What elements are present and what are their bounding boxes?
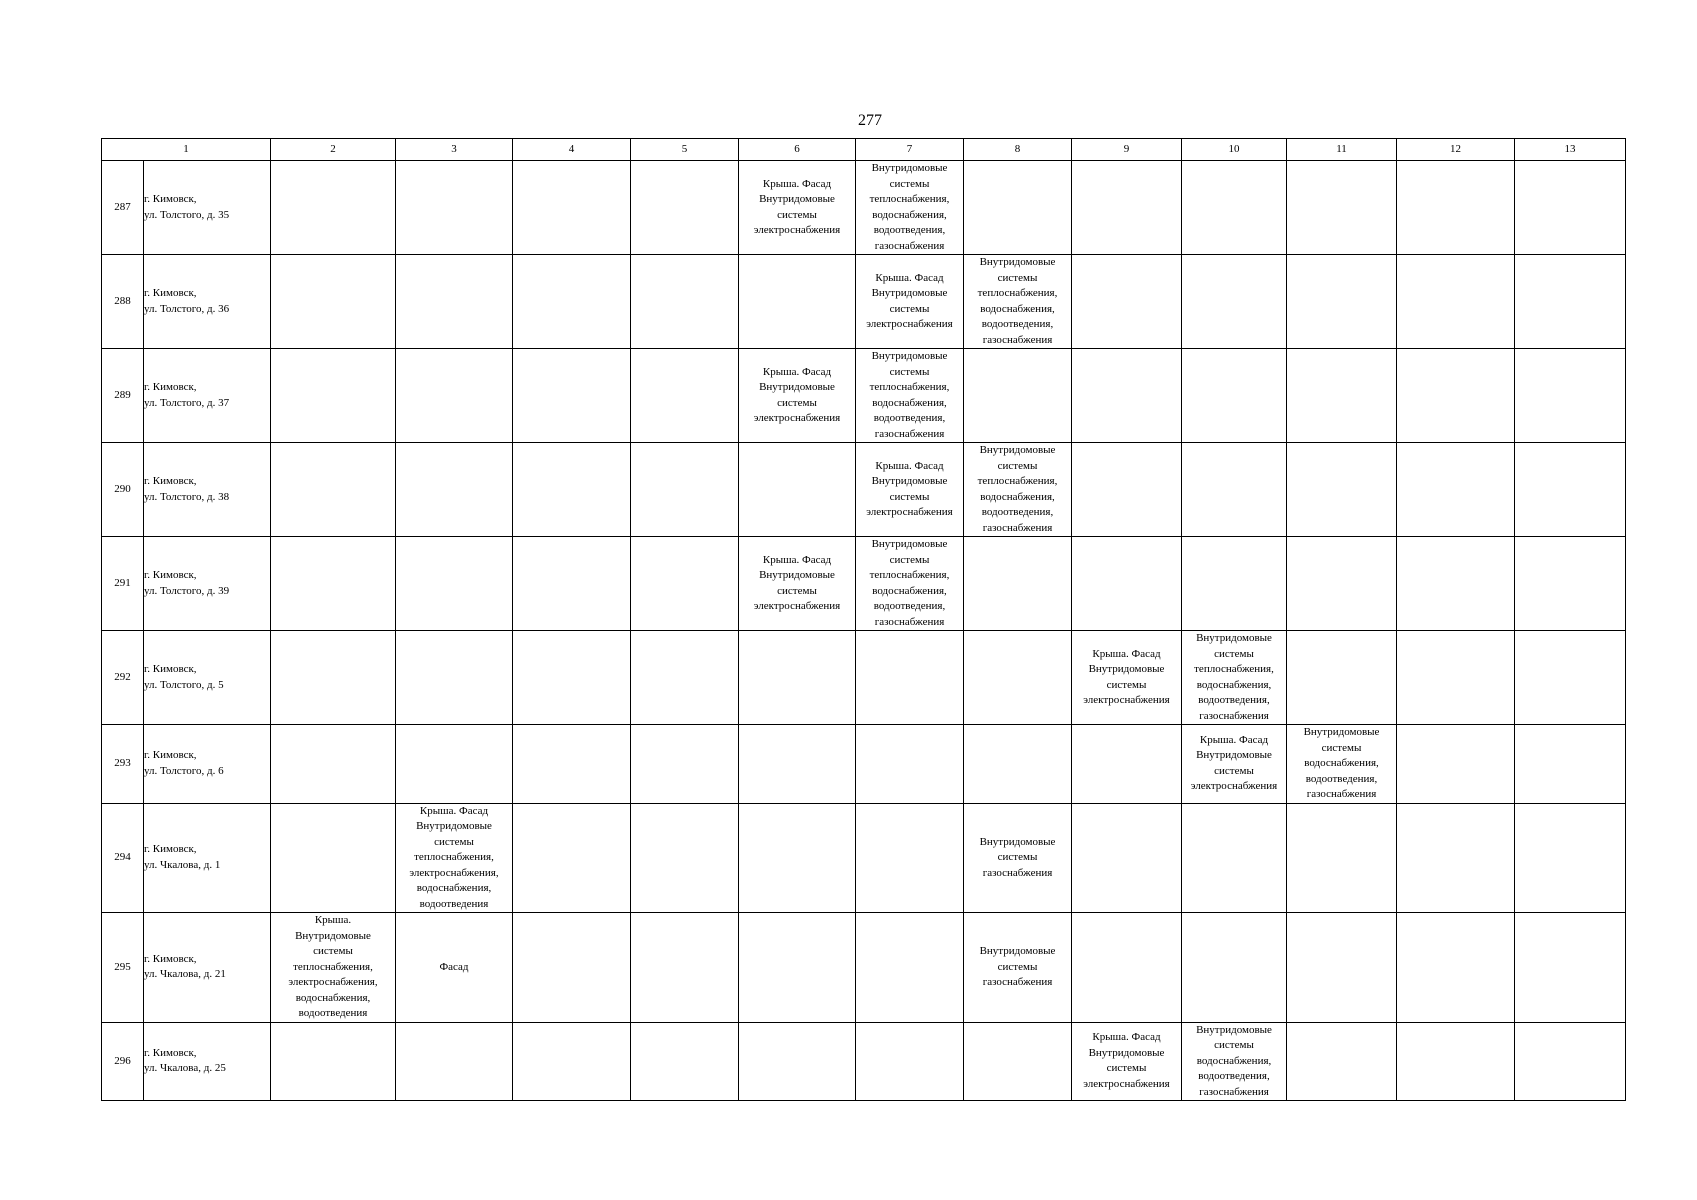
cell-col-6 (739, 631, 856, 725)
cell-text-line: Крыша. Фасад (1092, 647, 1161, 660)
table-row (102, 803, 1626, 913)
cell-text-line: Внутридомовые (1088, 1046, 1165, 1059)
cell-text-line: газоснабжения (1306, 788, 1377, 800)
cell-col-8 (964, 161, 1072, 255)
address-line: г. Кимовск, (144, 952, 197, 965)
cell-col-5 (631, 913, 739, 1023)
cell-col-13 (1515, 631, 1626, 725)
cell-col-4 (513, 537, 631, 631)
cell-text-line: Внутридомовые (759, 569, 835, 581)
cell-text-line: электроснабжения, (409, 866, 499, 879)
address-line: г. Кимовск, (144, 1046, 197, 1059)
cell-col-13 (1515, 803, 1626, 913)
cell-col-11 (1287, 537, 1397, 631)
cell-text-line: системы (889, 365, 930, 378)
address-line: г. Кимовск, (144, 843, 197, 856)
cell-text-line: Крыша. Фасад (1199, 733, 1269, 746)
row-number: 295 (102, 913, 144, 1023)
column-header-10: 10 (1182, 139, 1287, 161)
address-line: ул. Чкалова, д. 21 (144, 968, 226, 981)
cell-text-line: Внутридомовые (416, 820, 492, 832)
cell-text-line: Внутридомовые (871, 475, 948, 487)
address-cell (144, 803, 271, 913)
row-number: 291 (102, 537, 144, 631)
address-line: г. Кимовск, (144, 749, 197, 762)
cell-col-9 (1072, 1022, 1182, 1101)
table-row (102, 725, 1626, 804)
cell-col-5 (631, 803, 739, 913)
cell-text-line: системы (997, 960, 1038, 973)
cell-col-8 (964, 913, 1072, 1023)
address-line: ул. Чкалова, д. 1 (144, 858, 221, 871)
cell-col-4 (513, 349, 631, 443)
cell-text-line: водоснабжения, (872, 584, 947, 597)
cell-col-11 (1287, 349, 1397, 443)
cell-col-9 (1072, 725, 1182, 804)
header-row (102, 139, 1626, 161)
column-header-7: 7 (856, 139, 964, 161)
cell-col-4 (513, 913, 631, 1023)
cell-text-line: газоснабжения (982, 866, 1053, 879)
cell-col-8 (964, 725, 1072, 804)
cell-col-13 (1515, 443, 1626, 537)
cell-col-3 (396, 349, 513, 443)
cell-col-12 (1397, 161, 1515, 255)
cell-col-11 (1287, 803, 1397, 913)
cell-col-6 (739, 803, 856, 913)
cell-col-5 (631, 443, 739, 537)
cell-text-line: Внутридомовые (979, 945, 1056, 957)
column-header-12: 12 (1397, 139, 1515, 161)
cell-col-3 (396, 443, 513, 537)
column-header-13: 13 (1515, 139, 1626, 161)
column-header-5: 5 (631, 139, 739, 161)
cell-col-11 (1287, 161, 1397, 255)
address-line: ул. Толстого, д. 5 (144, 678, 224, 691)
cell-text-line: водоотведения, (873, 412, 946, 424)
cell-text-line: газоснабжения (982, 333, 1053, 346)
cell-col-10 (1182, 913, 1287, 1023)
cell-text-line: электроснабжения, (288, 976, 378, 988)
cell-text-line: водоотведения, (981, 506, 1054, 518)
cell-col-10 (1182, 161, 1287, 255)
cell-text-line: системы (777, 208, 817, 221)
cell-text-line: водоснабжения, (1304, 757, 1379, 769)
cell-col-9 (1072, 631, 1182, 725)
address-cell (144, 443, 271, 537)
cell-col-8 (964, 349, 1072, 443)
column-header-4: 4 (513, 139, 631, 161)
cell-col-9 (1072, 803, 1182, 913)
address-cell (144, 631, 271, 725)
cell-col-2 (271, 1022, 396, 1101)
cell-col-12 (1397, 913, 1515, 1023)
address-cell (144, 161, 271, 255)
cell-text-line: электроснабжения (866, 506, 953, 518)
cell-text-line: Внутридомовые (295, 929, 371, 942)
cell-text-line: Внутридомовые (1196, 749, 1272, 762)
cell-text-line: системы (889, 553, 930, 566)
cell-col-8 (964, 803, 1072, 913)
cell-col-7 (856, 913, 964, 1023)
cell-text-line: системы (889, 302, 930, 315)
cell-col-12 (1397, 631, 1515, 725)
cell-text-line: Внутридомовые (759, 193, 835, 205)
cell-text-line: теплоснабжения, (869, 193, 950, 205)
cell-text-line: водоотведения, (1198, 1070, 1270, 1082)
cell-text-line: водоснабжения, (980, 302, 1055, 315)
cell-text-line: газоснабжения (874, 427, 945, 440)
cell-col-7 (856, 255, 964, 349)
cell-col-11 (1287, 631, 1397, 725)
cell-text-line: теплоснабжения, (414, 851, 494, 863)
address-line: ул. Толстого, д. 6 (144, 764, 224, 777)
cell-col-2 (271, 443, 396, 537)
cell-text-line: водоснабжения, (416, 882, 492, 894)
cell-col-6 (739, 1022, 856, 1101)
cell-text-line: Внутридомовые (1196, 632, 1272, 644)
cell-text-line: электроснабжения (753, 600, 841, 612)
cell-col-3 (396, 725, 513, 804)
cell-col-12 (1397, 537, 1515, 631)
cell-text-line: теплоснабжения, (977, 287, 1058, 299)
address-cell (144, 349, 271, 443)
address-line: ул. Толстого, д. 39 (144, 584, 230, 597)
cell-text-line: водоотведения (298, 1007, 368, 1019)
cell-col-13 (1515, 161, 1626, 255)
row-number: 287 (102, 161, 144, 255)
cell-col-5 (631, 631, 739, 725)
cell-col-5 (631, 255, 739, 349)
cell-text-line: электроснабжения (1083, 1077, 1170, 1090)
cell-col-10 (1182, 1022, 1287, 1101)
cell-col-8 (964, 1022, 1072, 1101)
cell-col-11 (1287, 913, 1397, 1023)
cell-col-3 (396, 161, 513, 255)
cell-text-line: Внутридомовые (871, 538, 948, 550)
address-line: г. Кимовск, (144, 287, 197, 299)
cell-col-11 (1287, 443, 1397, 537)
cell-col-10 (1182, 803, 1287, 913)
table-row (102, 631, 1626, 725)
cell-col-12 (1397, 443, 1515, 537)
cell-text-line: системы (997, 851, 1038, 863)
address-cell (144, 537, 271, 631)
cell-col-13 (1515, 255, 1626, 349)
cell-col-11 (1287, 1022, 1397, 1101)
cell-text-line: Внутридомовые (871, 350, 948, 362)
address-line: ул. Толстого, д. 37 (144, 396, 230, 409)
cell-text-line: Внутридомовые (1303, 726, 1380, 738)
address-cell (144, 1022, 271, 1101)
cell-text-line: системы (434, 835, 474, 848)
cell-text-line: водоотведения, (873, 224, 946, 236)
cell-text-line: водоснабжения, (1196, 1054, 1272, 1067)
cell-col-9 (1072, 255, 1182, 349)
cell-col-3 (396, 1022, 513, 1101)
cell-text-line: газоснабжения (874, 239, 945, 252)
cell-text-line: системы (1214, 647, 1254, 660)
cell-col-4 (513, 725, 631, 804)
cell-col-6 (739, 349, 856, 443)
cell-col-13 (1515, 1022, 1626, 1101)
cell-text-line: водоснабжения, (1196, 678, 1272, 691)
column-header-11: 11 (1287, 139, 1397, 161)
cell-text-line: Фасад (439, 960, 469, 973)
cell-text-line: водоснабжения, (980, 490, 1055, 503)
cell-text-line: Внутридомовые (979, 444, 1056, 456)
cell-text-line: Крыша. Фасад (419, 804, 489, 817)
cell-col-6 (739, 537, 856, 631)
cell-col-6 (739, 725, 856, 804)
address-line: г. Кимовск, (144, 663, 197, 675)
cell-col-4 (513, 255, 631, 349)
cell-text-line: теплоснабжения, (869, 381, 950, 393)
cell-text-line: Внутридомовые (979, 256, 1056, 268)
cell-col-5 (631, 349, 739, 443)
address-cell (144, 725, 271, 804)
cell-text-line: системы (1214, 764, 1254, 777)
cell-col-3 (396, 537, 513, 631)
cell-text-line: Внутридомовые (979, 835, 1056, 848)
cell-text-line: Крыша. Фасад (1092, 1031, 1161, 1044)
column-header-6: 6 (739, 139, 856, 161)
cell-text-line: Крыша. (314, 914, 352, 926)
cell-col-8 (964, 443, 1072, 537)
cell-col-2 (271, 913, 396, 1023)
cell-text-line: Крыша. Фасад (762, 553, 832, 566)
cell-col-7 (856, 803, 964, 913)
cell-col-7 (856, 161, 964, 255)
cell-col-6 (739, 161, 856, 255)
cell-col-12 (1397, 1022, 1515, 1101)
cell-col-2 (271, 725, 396, 804)
column-header-1: 1 (102, 139, 271, 161)
cell-text-line: Внутридомовые (759, 381, 835, 393)
table-row (102, 1022, 1626, 1101)
cell-text-line: системы (1214, 1039, 1254, 1051)
cell-col-13 (1515, 725, 1626, 804)
row-number: 296 (102, 1022, 144, 1101)
cell-col-9 (1072, 443, 1182, 537)
cell-col-8 (964, 631, 1072, 725)
cell-text-line: водоотведения (419, 897, 489, 910)
table-row (102, 913, 1626, 1023)
address-line: г. Кимовск, (144, 569, 197, 581)
column-header-3: 3 (396, 139, 513, 161)
cell-col-8 (964, 537, 1072, 631)
cell-text-line: системы (1106, 678, 1147, 691)
cell-text-line: системы (1321, 741, 1362, 754)
cell-text-line: водоотведения, (1198, 694, 1270, 706)
row-number: 294 (102, 803, 144, 913)
column-header-2: 2 (271, 139, 396, 161)
cell-text-line: системы (313, 945, 353, 957)
address-line: ул. Толстого, д. 36 (144, 302, 230, 315)
cell-col-5 (631, 537, 739, 631)
cell-col-9 (1072, 161, 1182, 255)
cell-col-4 (513, 161, 631, 255)
cell-text-line: газоснабжения (1199, 709, 1269, 722)
column-header-8: 8 (964, 139, 1072, 161)
cell-col-12 (1397, 803, 1515, 913)
table-row (102, 255, 1626, 349)
address-line: г. Кимовск, (144, 193, 197, 205)
cell-col-11 (1287, 725, 1397, 804)
cell-text-line: водоснабжения, (872, 208, 947, 221)
cell-col-3 (396, 913, 513, 1023)
cell-col-4 (513, 1022, 631, 1101)
cell-text-line: водоснабжения, (295, 991, 371, 1004)
address-line: г. Кимовск, (144, 475, 197, 487)
cell-col-6 (739, 913, 856, 1023)
cell-text-line: Крыша. Фасад (875, 271, 944, 284)
cell-col-5 (631, 725, 739, 804)
cell-col-3 (396, 803, 513, 913)
table-row (102, 537, 1626, 631)
cell-col-4 (513, 631, 631, 725)
cell-col-12 (1397, 255, 1515, 349)
row-number: 288 (102, 255, 144, 349)
cell-text-line: теплоснабжения, (869, 569, 950, 581)
cell-text-line: газоснабжения (982, 976, 1053, 988)
cell-text-line: теплоснабжения, (977, 475, 1058, 487)
cell-text-line: Внутридомовые (1088, 663, 1165, 675)
cell-col-6 (739, 255, 856, 349)
cell-text-line: системы (889, 177, 930, 190)
cell-text-line: системы (1106, 1062, 1147, 1075)
address-line: ул. Толстого, д. 38 (144, 490, 230, 503)
cell-col-7 (856, 1022, 964, 1101)
cell-text-line: водоотведения, (981, 318, 1054, 330)
cell-text-line: электроснабжения (1083, 694, 1170, 706)
cell-col-10 (1182, 537, 1287, 631)
cell-col-9 (1072, 537, 1182, 631)
cell-text-line: газоснабжения (1199, 1085, 1269, 1098)
cell-text-line: электроснабжения (866, 318, 953, 330)
row-number: 292 (102, 631, 144, 725)
cell-col-13 (1515, 349, 1626, 443)
cell-text-line: теплоснабжения, (293, 960, 373, 973)
cell-col-7 (856, 631, 964, 725)
cell-col-5 (631, 1022, 739, 1101)
cell-col-6 (739, 443, 856, 537)
cell-text-line: водоотведения, (873, 600, 946, 612)
cell-col-2 (271, 255, 396, 349)
cell-text-line: водоотведения, (1305, 772, 1378, 785)
table-row (102, 443, 1626, 537)
cell-col-8 (964, 255, 1072, 349)
table-row (102, 161, 1626, 255)
address-cell (144, 913, 271, 1023)
cell-text-line: газоснабжения (982, 521, 1053, 534)
cell-text-line: системы (889, 490, 930, 503)
cell-col-10 (1182, 349, 1287, 443)
cell-col-4 (513, 443, 631, 537)
cell-text-line: электроснабжения (753, 224, 841, 236)
table-row (102, 349, 1626, 443)
cell-col-3 (396, 631, 513, 725)
cell-col-5 (631, 161, 739, 255)
cell-col-9 (1072, 913, 1182, 1023)
cell-text-line: Внутридомовые (871, 162, 948, 174)
column-header-9: 9 (1072, 139, 1182, 161)
cell-col-2 (271, 537, 396, 631)
cell-col-2 (271, 349, 396, 443)
row-number: 290 (102, 443, 144, 537)
cell-text-line: электроснабжения (1190, 780, 1278, 793)
cell-col-2 (271, 161, 396, 255)
row-number: 293 (102, 725, 144, 804)
cell-col-13 (1515, 537, 1626, 631)
cell-text-line: Крыша. Фасад (762, 177, 832, 190)
cell-col-10 (1182, 725, 1287, 804)
cell-col-10 (1182, 255, 1287, 349)
cell-text-line: водоснабжения, (872, 396, 947, 409)
cell-col-13 (1515, 913, 1626, 1023)
cell-text-line: системы (777, 396, 817, 409)
cell-col-10 (1182, 443, 1287, 537)
cell-col-7 (856, 537, 964, 631)
cell-text-line: Крыша. Фасад (875, 459, 944, 472)
cell-text-line: газоснабжения (874, 615, 945, 628)
cell-col-11 (1287, 255, 1397, 349)
cell-col-4 (513, 803, 631, 913)
cell-col-9 (1072, 349, 1182, 443)
cell-text-line: Внутридомовые (871, 287, 948, 299)
cell-col-7 (856, 725, 964, 804)
cell-col-10 (1182, 631, 1287, 725)
address-line: г. Кимовск, (144, 381, 197, 393)
repair-schedule-table (101, 138, 1626, 1101)
row-number: 289 (102, 349, 144, 443)
page-number: 277 (858, 112, 882, 129)
address-line: ул. Чкалова, д. 25 (144, 1062, 226, 1075)
cell-text-line: системы (997, 271, 1038, 284)
cell-text-line: Крыша. Фасад (762, 365, 832, 378)
cell-col-12 (1397, 725, 1515, 804)
cell-text-line: теплоснабжения, (1194, 663, 1274, 675)
cell-text-line: Внутридомовые (1196, 1023, 1272, 1036)
address-line: ул. Толстого, д. 35 (144, 208, 230, 221)
cell-col-2 (271, 803, 396, 913)
cell-text-line: системы (997, 459, 1038, 472)
address-cell (144, 255, 271, 349)
cell-col-3 (396, 255, 513, 349)
cell-text-line: электроснабжения (753, 412, 841, 424)
cell-text-line: системы (777, 584, 817, 597)
cell-col-2 (271, 631, 396, 725)
cell-col-12 (1397, 349, 1515, 443)
cell-col-7 (856, 443, 964, 537)
cell-col-7 (856, 349, 964, 443)
